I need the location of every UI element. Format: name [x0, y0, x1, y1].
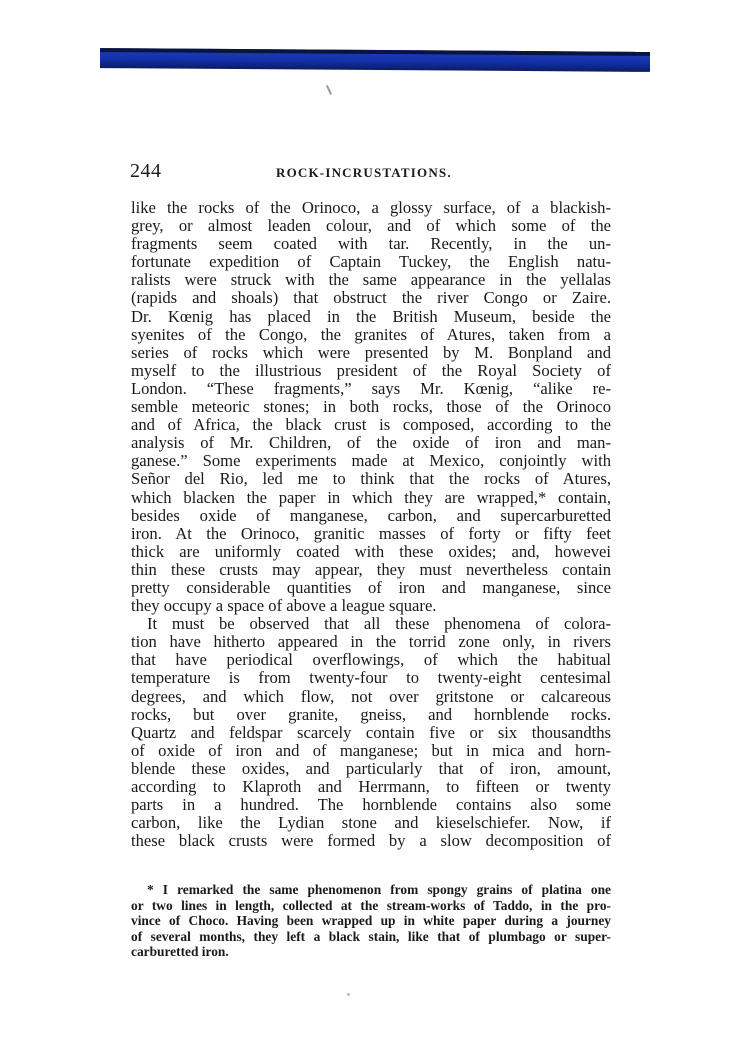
body-line: that have periodical overflowings, of which the habitual — [131, 650, 611, 670]
footnote-line: * I remarked the same phenomenon from spongy grains of platina one — [147, 882, 611, 897]
footnote — [131, 882, 611, 960]
body-line: series of rocks which were presented by M. Bonpland and — [131, 342, 611, 362]
body-line: fragments seem coated with tar. Recently, in the un- — [131, 234, 611, 254]
body-line: parts in a hundred. The hornblende contains also some — [131, 795, 611, 815]
body-line: rocks, but over granite, gneiss, and hornblende rocks. — [131, 704, 611, 724]
scan-speck — [347, 993, 350, 996]
footnote-line: or two lines in length, collected at the stream-works of Taddo, in the pro- — [131, 897, 611, 913]
body-line: ganese.” Some experiments made at Mexico, conjointly with — [131, 451, 611, 471]
body-text — [131, 199, 611, 850]
body-line: they occupy a space of above a league square. — [131, 596, 437, 616]
body-line: Quartz and feldspar scarcely contain five or six thousandths — [131, 722, 611, 742]
page-header — [130, 160, 612, 184]
body-line: syenites of the Congo, the granites of Atures, taken from a — [131, 324, 611, 344]
page-number: 244 — [130, 160, 162, 182]
body-line: London. “These fragments,” says Mr. Kœnig, “alike re- — [131, 378, 611, 398]
body-line: besides oxide of manganese, carbon, and supercarburetted — [131, 505, 611, 525]
body-line: thick are uniformly coated with these oxides; and, howevei — [131, 541, 611, 561]
body-line: analysis of Mr. Children, of the oxide of iron and man- — [131, 433, 611, 453]
footnote-line: carburetted iron. — [131, 944, 229, 960]
body-line: iron. At the Orinoco, granitic masses of forty or fifty feet — [131, 523, 611, 543]
body-line: which blacken the paper in which they are wrapped,* contain, — [131, 487, 611, 507]
body-line: fortunate expedition of Captain Tuckey, the English natu- — [131, 252, 611, 272]
body-line: pretty considerable quantities of iron and manganese, since — [131, 577, 611, 597]
body-line: temperature is from twenty-four to twenty-eight centesimal — [131, 668, 611, 688]
scan-edge-bar — [100, 48, 650, 72]
body-line: of oxide of iron and of manganese; but in mica and horn- — [131, 740, 611, 760]
footnote-line: vince of Choco. Having been wrapped up in white paper during a journey — [131, 913, 611, 929]
body-line: tion have hitherto appeared in the torrid zone only, in rivers — [131, 632, 611, 652]
body-line: grey, or almost leaden colour, and of which some of the — [131, 216, 611, 236]
body-line: like the rocks of the Orinoco, a glossy surface, of a blackish- — [131, 198, 611, 217]
body-line: and of Africa, the black crust is composed, according to the — [131, 415, 611, 435]
body-line: blende these oxides, and particularly that of iron, amount, — [131, 758, 611, 778]
body-line: carbon, like the Lydian stone and kieselschiefer. Now, if — [131, 813, 611, 833]
body-line: according to Klaproth and Herrmann, to fifteen or twenty — [131, 777, 611, 796]
scan-speck — [326, 85, 332, 95]
body-line: (rapids and shoals) that obstruct the river Congo or Zaire. — [131, 288, 611, 308]
body-line: ralists were struck with the same appearance in the yellalas — [131, 270, 611, 290]
body-line: myself to the illustrious president of the Royal Society of — [131, 360, 611, 380]
body-line: Dr. Kœnig has placed in the British Museum, beside the — [131, 306, 611, 326]
running-head: ROCK-INCRUSTATIONS. — [276, 165, 452, 180]
footnote-line: of several months, they left a black stain, like that of plumbago or super- — [131, 928, 611, 944]
body-line: these black crusts were formed by a slow decomposition of — [131, 831, 611, 851]
body-line: semble meteoric stones; in both rocks, those of the Orinoco — [131, 397, 611, 417]
body-line: It must be observed that all these phenomena of colora- — [147, 614, 611, 634]
body-line: degrees, and which flow, not over gritstone or calcareous — [131, 686, 611, 706]
body-line: Señor del Rio, led me to think that the rocks of Atures, — [131, 469, 611, 489]
body-line: thin these crusts may appear, they must nevertheless contain — [131, 559, 611, 579]
